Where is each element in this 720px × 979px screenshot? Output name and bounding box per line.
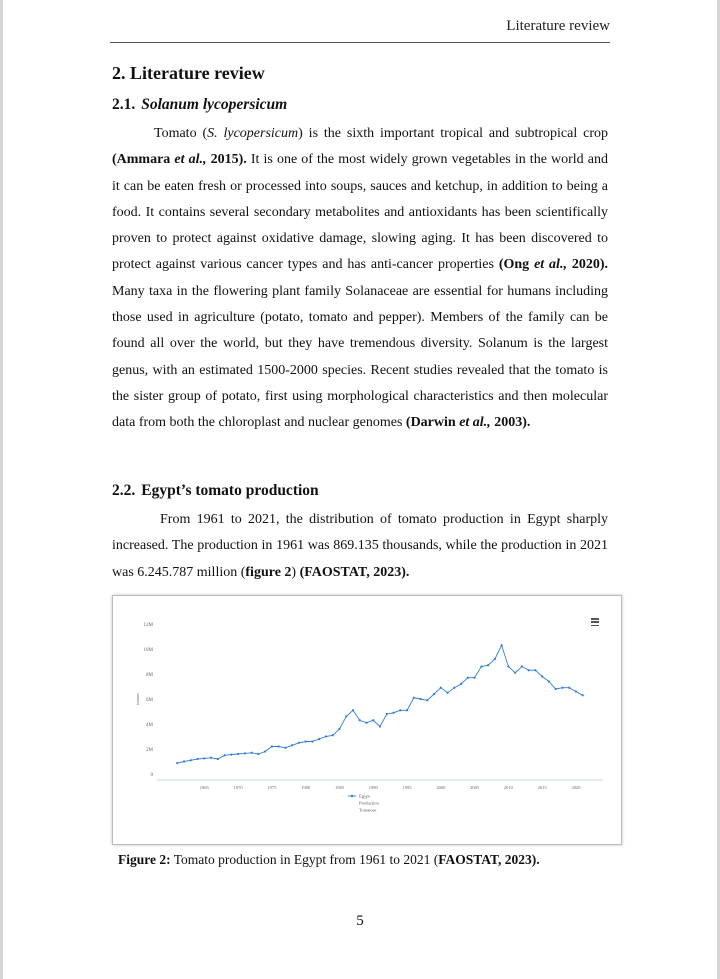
x-tick-label: 1965 xyxy=(199,785,209,790)
text-run: ) is the sixth important tropical and subtropical crop xyxy=(298,126,608,141)
data-point xyxy=(467,677,469,679)
subsection-title: Solanum lycopersicum xyxy=(141,96,288,113)
text-run: It is one of the most widely grown vegetables in the world and it can be eaten fresh or processed into soups, sauces and ketchup, in addition to being a food. It contains several secondary metabolites and antioxidants has been scientifically proven to protect against oxidative damage, slowing aging. It has been discovered to protect against various cancer types and has anti-cancer properties xyxy=(112,152,608,273)
y-tick-label: 6M xyxy=(146,698,153,703)
data-point xyxy=(392,712,394,714)
running-header: Literature review xyxy=(506,18,610,34)
y-tick-label: 4M xyxy=(146,723,153,728)
page-edge-left xyxy=(0,0,3,979)
data-point xyxy=(352,709,354,711)
section-number: 2. xyxy=(112,63,126,83)
legend-label: Egypt xyxy=(359,793,370,799)
data-point xyxy=(251,752,253,754)
x-tick-label: 2015 xyxy=(537,785,547,790)
y-axis-label: tonnes xyxy=(135,693,140,705)
legend-label: Production xyxy=(359,800,379,806)
species-name: S. lycopersicum xyxy=(207,126,299,141)
data-point xyxy=(190,759,192,761)
y-tick-label: 10M xyxy=(143,648,153,653)
data-point xyxy=(507,665,509,667)
subsection-number: 2.1. xyxy=(112,96,136,113)
data-point xyxy=(237,753,239,755)
section-heading xyxy=(112,63,265,84)
x-tick-label: 1975 xyxy=(267,785,277,790)
x-tick-label: 2005 xyxy=(470,785,480,790)
data-point xyxy=(474,677,476,679)
x-tick-label: 1980 xyxy=(301,785,311,790)
citation-darwin: (Darwin et al., 2003). xyxy=(405,415,531,431)
data-point xyxy=(338,728,340,730)
hamburger-menu-icon[interactable] xyxy=(591,618,599,626)
data-point xyxy=(372,719,374,721)
data-point xyxy=(460,683,462,685)
data-point xyxy=(230,754,232,756)
x-tick-label: 2020 xyxy=(571,785,581,790)
x-tick-label: 1995 xyxy=(402,785,412,790)
data-point xyxy=(413,697,415,699)
data-point xyxy=(386,713,388,715)
data-point xyxy=(555,688,557,690)
data-point xyxy=(501,644,503,646)
data-point xyxy=(514,672,516,674)
data-point xyxy=(284,747,286,749)
data-point xyxy=(548,680,550,682)
data-point xyxy=(217,758,219,760)
text-run: ) xyxy=(291,564,300,580)
data-point xyxy=(575,690,577,692)
data-point xyxy=(264,750,266,752)
x-tick-label: 1970 xyxy=(233,785,243,790)
x-tick-label: 2010 xyxy=(503,785,513,790)
y-tick-label: 12M xyxy=(143,623,153,628)
y-tick-label: 0 xyxy=(150,773,153,778)
subsection-title: Egypt’s tomato production xyxy=(141,482,319,499)
data-point xyxy=(305,740,307,742)
data-point xyxy=(176,762,178,764)
data-point xyxy=(426,699,428,701)
data-point xyxy=(311,740,313,742)
subsection-heading-2-2 xyxy=(112,482,319,500)
data-point xyxy=(291,744,293,746)
data-point xyxy=(568,687,570,689)
data-point xyxy=(534,669,536,671)
data-point xyxy=(298,742,300,744)
data-point xyxy=(183,760,185,762)
citation-ammara: (Ammara et al., 2015). xyxy=(112,152,247,168)
data-point xyxy=(223,754,225,756)
data-point xyxy=(257,753,259,755)
data-point xyxy=(399,709,401,711)
legend-label: Tomatoes xyxy=(359,807,377,813)
data-point xyxy=(521,665,523,667)
data-point xyxy=(440,687,442,689)
data-point xyxy=(203,757,205,759)
caption-citation: FAOSTAT, 2023). xyxy=(438,852,540,867)
header-rule xyxy=(110,42,610,43)
paragraph-solanum xyxy=(112,121,608,437)
text-run: From 1961 to 2021, the distribution of tomato production in Egypt sharply increased. The production in 1961 was 869.135 thousands, while the production in 2021 was 6.245.787 million ( xyxy=(112,512,608,580)
data-point xyxy=(561,687,563,689)
subsection-heading-2-1 xyxy=(112,96,287,114)
data-point xyxy=(196,758,198,760)
data-point xyxy=(318,738,320,740)
data-point xyxy=(453,687,455,689)
caption-label: Figure 2: xyxy=(118,852,171,867)
data-point xyxy=(528,669,530,671)
figure-2-chart xyxy=(112,595,622,845)
data-point xyxy=(446,692,448,694)
x-tick-label: 1985 xyxy=(334,785,344,790)
data-point xyxy=(244,752,246,754)
data-point xyxy=(365,722,367,724)
y-tick-label: 8M xyxy=(146,673,153,678)
paragraph-egypt-production xyxy=(112,507,608,586)
citation-ong: (Ong et al., 2020). xyxy=(498,257,609,273)
data-point xyxy=(487,664,489,666)
line-chart xyxy=(113,596,621,844)
data-point xyxy=(278,745,280,747)
text-run: Many taxa in the flowering plant family Solanaceae are essential for humans including those used in agriculture (potato, tomato and pepper). Members of the family can be found all over the world, but they have tremendous diversity. Solanum is the largest genus, with an estimated 1500-2000 species. Recent studies revealed that the tomato is the sister group of potato, first using morphological characteristics and then molecular data from both the chloroplast and nuclear genomes xyxy=(112,283,608,431)
data-point xyxy=(419,698,421,700)
data-point xyxy=(271,745,273,747)
data-point xyxy=(494,658,496,660)
data-point xyxy=(325,735,327,737)
series-line xyxy=(177,645,582,763)
figure-reference: figure 2 xyxy=(245,564,292,580)
page-number: 5 xyxy=(356,913,364,929)
y-tick-label: 2M xyxy=(146,748,153,753)
data-point xyxy=(359,719,361,721)
text-run: Tomato ( xyxy=(154,126,208,141)
data-point xyxy=(582,694,584,696)
x-tick-label: 1990 xyxy=(368,785,378,790)
data-point xyxy=(406,709,408,711)
section-title: Literature review xyxy=(130,63,265,83)
subsection-number: 2.2. xyxy=(112,482,136,499)
caption-text: Tomato production in Egypt from 1961 to 2021 ( xyxy=(170,852,439,867)
data-point xyxy=(379,725,381,727)
data-point xyxy=(332,734,334,736)
data-point xyxy=(541,675,543,677)
citation-faostat: (FAOSTAT, 2023). xyxy=(299,564,410,580)
data-point xyxy=(210,757,212,759)
data-point xyxy=(433,693,435,695)
figure-caption xyxy=(118,852,540,868)
legend-marker xyxy=(351,795,353,797)
x-tick-label: 2000 xyxy=(436,785,446,790)
data-point xyxy=(345,715,347,717)
data-point xyxy=(480,665,482,667)
